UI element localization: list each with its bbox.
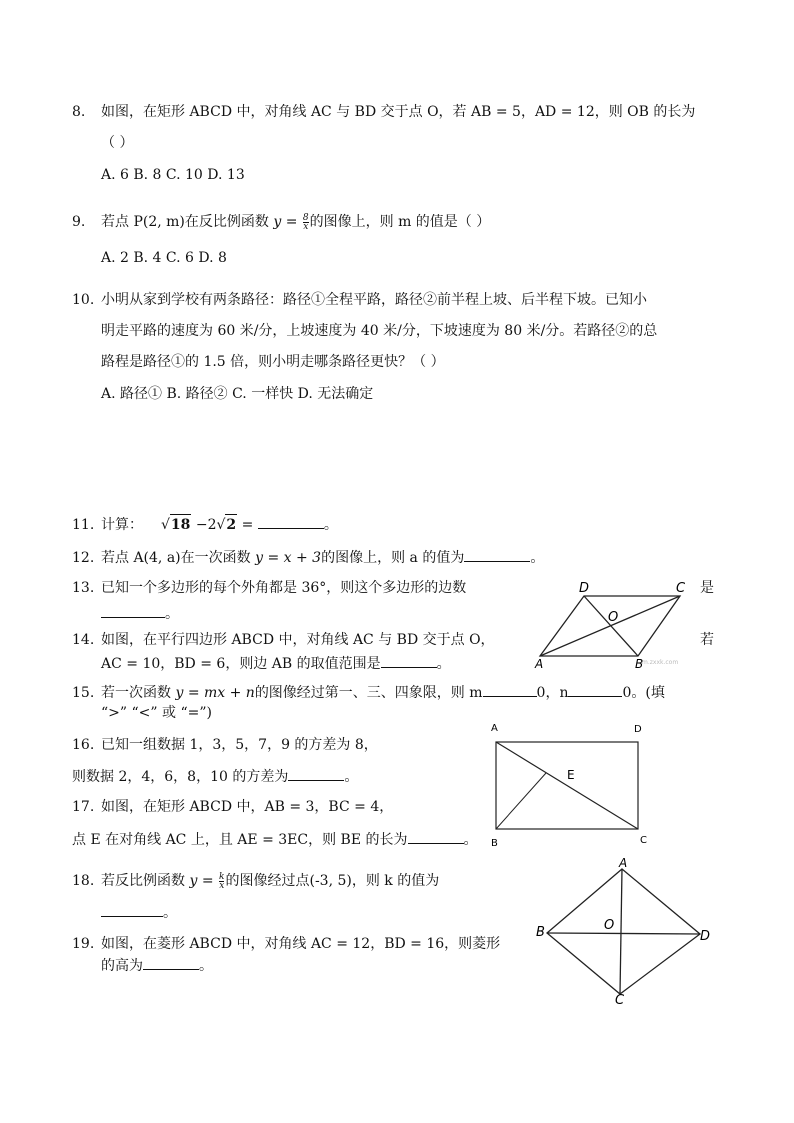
question-text: 的高为 [101,958,143,974]
question-text [72,766,358,787]
punctuation: 。 [165,606,179,622]
answer-line [101,902,177,923]
options: A. 6 B. 8 C. 10 D. 13 [101,167,245,183]
question-text: 的图像经过点(-3, 5)，则 k 的值为 [225,873,440,889]
punctuation: 。 [530,550,545,566]
sqrt-symbol: √ [161,517,170,533]
question-text: 则数据 2，4，6，8，10 的方差为 [72,769,289,785]
label-b: B [536,925,545,940]
fraction-denominator: x [219,880,225,891]
answer-blank[interactable] [258,514,324,529]
math-text: −2 [191,517,217,533]
question-9 [72,212,490,232]
punctuation: 。 [436,656,451,672]
question-number: 14. [72,632,95,648]
label-o: O [608,610,619,625]
question-number: 11. [72,517,95,533]
label-b: B [491,838,498,849]
question-text: 的图像经过第一、三、四象限，则 m [254,685,483,701]
question-17 [72,797,393,817]
label-e: E [567,768,575,782]
label-c: C [615,993,625,1008]
label-c: C [640,835,647,846]
question-text [101,653,451,674]
parallelogram-figure [530,578,694,670]
question-text: 0，n [536,685,569,701]
question-10 [72,290,647,310]
fraction [219,873,224,890]
question-number: 9. [72,214,86,230]
radicand: 18 [170,514,191,535]
question-number: 15. [72,685,95,701]
options: A. 路径① B. 路径② C. 一样快 D. 无法确定 [101,386,374,402]
question-text-tail: 是 [700,580,714,596]
question-12 [72,547,544,568]
question-text: 若一次函数 [101,685,176,701]
answer-blank-m[interactable] [483,682,537,697]
radicand: 2 [225,514,237,535]
label-b: B [635,657,644,670]
math-eq: = [281,214,302,230]
sqrt-symbol: √ [216,517,226,533]
question-text [101,955,213,976]
label-a: A [619,856,628,870]
question-text-tail: 若 [700,632,714,648]
label-d: D [634,724,642,735]
question-text: 若点 A(4, a)在一次函数 [101,550,256,566]
label-a: A [535,657,544,670]
answer-line [101,603,179,624]
rhombus-shape [547,869,700,994]
rectangle-figure [486,716,656,852]
fraction-numerator: 8 [302,212,309,223]
diagonal-ac [620,869,622,994]
punctuation: 。 [163,905,177,921]
question-number: 8. [72,104,86,120]
label-a: A [491,723,498,734]
question-number: 13. [72,580,95,596]
question-15 [72,682,665,703]
question-number: 17. [72,799,95,815]
question-number: 19. [72,936,95,952]
options: A. 2 B. 4 C. 6 D. 8 [101,250,227,266]
question-text: 已知一个多边形的每个外角都是 36°，则这个多边形的边数 [101,580,467,596]
formula: y = mx + n [175,685,255,701]
answer-blank-n[interactable] [568,682,622,697]
fraction-denominator: x [303,221,309,232]
question-text: “>” “<” 或 “=”) [101,705,212,721]
label-d: D [579,581,590,596]
question-text: 计算： [101,517,143,533]
question-number: 18. [72,873,95,889]
question-text: 路程是路径①的 1.5 倍，则小明走哪条路径更快？（ ） [101,354,445,370]
punctuation: 。 [344,769,359,785]
diagonal-ac [496,742,638,829]
watermark: m.zxxk.com [642,659,679,666]
label-d: D [700,929,711,944]
question-text: 的图像上，则 a 的值为 [321,550,465,566]
answer-blank[interactable] [101,902,163,917]
math-eq: = [197,873,219,889]
question-text [72,829,478,850]
question-13 [72,578,466,598]
question-8 [72,102,695,122]
question-18 [72,871,439,891]
diagonal-bd [547,933,700,934]
question-text: AC = 10，BD = 6，则边 AB 的取值范围是 [101,656,381,672]
fraction-numerator: k [219,871,225,882]
question-number: 16. [72,737,95,753]
question-19 [72,934,500,954]
answer-blank[interactable] [408,829,464,844]
label-o: O [604,918,615,933]
diagonal-bd [584,596,638,656]
question-text: 0。(填 [622,685,665,701]
question-number: 12. [72,550,95,566]
segment-be [496,773,546,829]
question-14 [72,630,495,650]
question-text: 如图，在矩形 ABCD 中，AB = 3，BC = 4， [101,799,394,815]
question-text: 小明从家到学校有两条路径：路径①全程平路，路径②前半程上坡、后半程下坡。已知小 [101,292,647,308]
math-var: y [273,214,282,230]
question-text: 已知一组数据 1，3，5，7，9 的方差为 8， [101,737,378,753]
fraction [303,214,309,231]
punctuation: 。 [323,517,338,533]
question-16 [72,735,378,755]
punctuation: 。 [199,958,213,974]
answer-blank[interactable] [381,653,437,668]
rhombus-figure [530,856,716,1008]
question-text: 如图，在平行四边形 ABCD 中，对角线 AC 与 BD 交于点 O， [101,632,495,648]
answer-blank[interactable] [101,603,165,618]
question-number: 10. [72,292,95,308]
question-text: 的图像上，则 m 的值是（ ） [309,214,491,230]
question-text: 若反比例函数 [101,873,190,889]
answer-blank[interactable] [464,547,530,562]
punctuation: 。 [463,832,478,848]
formula: y = x + 3 [255,550,322,566]
answer-paren: （ ） [101,135,134,151]
math-text: = [237,517,258,533]
math-var: y [189,873,198,889]
question-text: 点 E 在对角线 AC 上，且 AE = 3EC，则 BE 的长为 [72,832,408,848]
label-c: C [676,581,686,596]
answer-blank[interactable] [288,766,344,781]
answer-blank[interactable] [143,955,199,970]
question-text: 如图，在矩形 ABCD 中，对角线 AC 与 BD 交于点 O，若 AB = 5，AD = 12，则 OB 的长为 [101,104,696,120]
question-text: 明走平路的速度为 60 米/分，上坡速度为 40 米/分，下坡速度为 80 米/分。若路径②的总 [101,323,658,339]
question-text: 如图，在菱形 ABCD 中，对角线 AC = 12，BD = 16，则菱形 [101,936,501,952]
question-11 [72,514,338,535]
question-text: 若点 P(2, m)在反比例函数 [101,214,274,230]
